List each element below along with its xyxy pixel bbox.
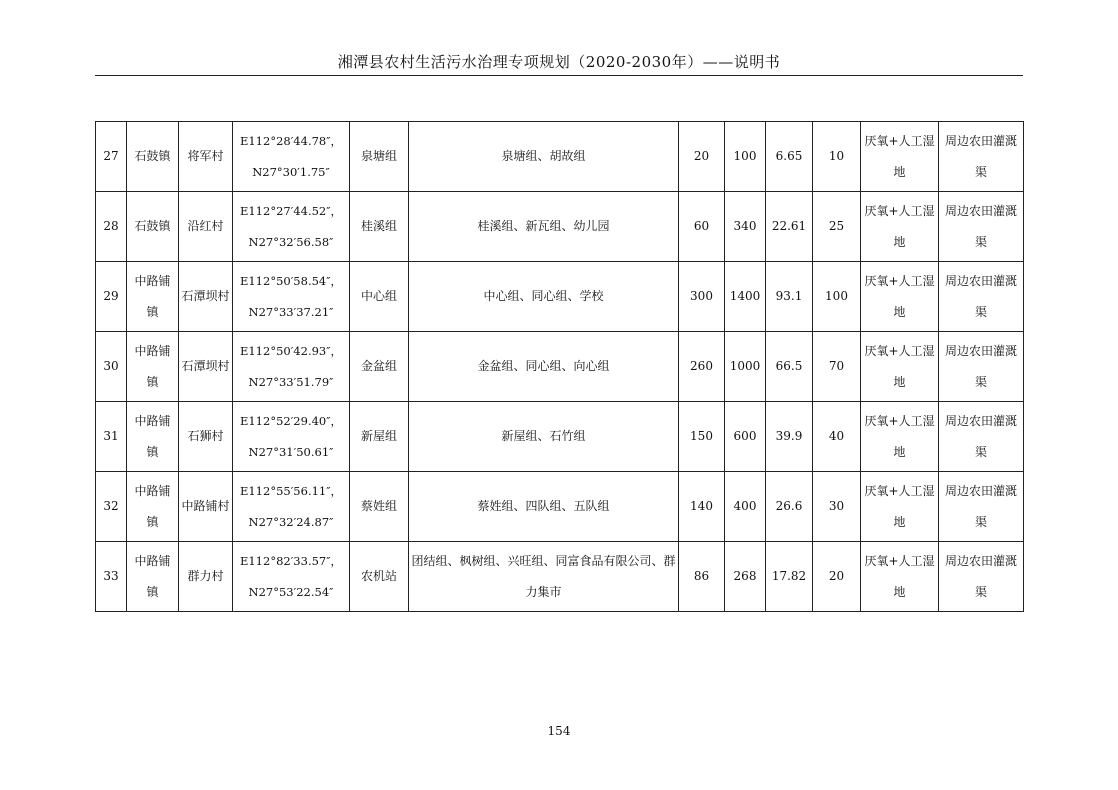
- households-cell: 150: [679, 402, 725, 472]
- longitude-text: E112°50′58.54″，: [239, 273, 343, 288]
- site-cell: 农机站: [350, 542, 409, 612]
- table-row: [96, 402, 1024, 472]
- coordinate-cell: [233, 192, 350, 262]
- served-groups-cell: 泉塘组、胡故组: [409, 122, 679, 192]
- coordinate-cell: [233, 402, 350, 472]
- process-cell: 厌氧+人工湿地: [861, 402, 939, 472]
- town-cell: 中路铺镇: [127, 472, 179, 542]
- row-number-cell: 29: [96, 262, 127, 332]
- village-cell: 中路铺村: [179, 472, 233, 542]
- table-row: [96, 262, 1024, 332]
- households-cell: 300: [679, 262, 725, 332]
- table-row: [96, 332, 1024, 402]
- longitude-text: E112°82′33.57″，: [239, 553, 343, 568]
- coordinate-cell: [233, 542, 350, 612]
- latitude-text: N27°30′1.75″: [252, 164, 330, 179]
- design-scale-cell: 100: [813, 262, 861, 332]
- process-cell: 厌氧+人工湿地: [861, 542, 939, 612]
- village-cell: 将军村: [179, 122, 233, 192]
- longitude-text: E112°55′56.11″，: [239, 483, 343, 498]
- site-cell: 蔡姓组: [350, 472, 409, 542]
- table-row: [96, 542, 1024, 612]
- coordinate-cell: [233, 472, 350, 542]
- village-cell: 石潭坝村: [179, 262, 233, 332]
- discharge-cell: 周边农田灌溉渠: [939, 472, 1024, 542]
- town-cell: 石鼓镇: [127, 122, 179, 192]
- design-scale-cell: 30: [813, 472, 861, 542]
- latitude-text: N27°53′22.54″: [248, 584, 334, 599]
- process-cell: 厌氧+人工湿地: [861, 122, 939, 192]
- water-volume-cell: 22.61: [766, 192, 813, 262]
- town-cell: 中路铺镇: [127, 542, 179, 612]
- site-cell: 新屋组: [350, 402, 409, 472]
- facility-table: [95, 121, 1024, 612]
- households-cell: 260: [679, 332, 725, 402]
- table-row: [96, 192, 1024, 262]
- row-number-cell: 33: [96, 542, 127, 612]
- population-cell: 600: [725, 402, 766, 472]
- row-number-cell: 31: [96, 402, 127, 472]
- discharge-cell: 周边农田灌溉渠: [939, 262, 1024, 332]
- water-volume-cell: 6.65: [766, 122, 813, 192]
- page-number: 154: [547, 724, 571, 738]
- longitude-text: E112°50′42.93″，: [239, 343, 343, 358]
- discharge-cell: 周边农田灌溉渠: [939, 402, 1024, 472]
- households-cell: 60: [679, 192, 725, 262]
- discharge-cell: 周边农田灌溉渠: [939, 192, 1024, 262]
- population-cell: 1000: [725, 332, 766, 402]
- town-cell: 中路铺镇: [127, 402, 179, 472]
- population-cell: 340: [725, 192, 766, 262]
- row-number-cell: 32: [96, 472, 127, 542]
- design-scale-cell: 25: [813, 192, 861, 262]
- served-groups-cell: 新屋组、石竹组: [409, 402, 679, 472]
- town-cell: 中路铺镇: [127, 262, 179, 332]
- village-cell: 石潭坝村: [179, 332, 233, 402]
- population-cell: 1400: [725, 262, 766, 332]
- site-cell: 中心组: [350, 262, 409, 332]
- water-volume-cell: 93.1: [766, 262, 813, 332]
- served-groups-cell: 团结组、枫树组、兴旺组、同富食品有限公司、群力集市: [409, 542, 679, 612]
- coordinate-cell: [233, 332, 350, 402]
- latitude-text: N27°33′51.79″: [248, 374, 334, 389]
- row-number-cell: 28: [96, 192, 127, 262]
- process-cell: 厌氧+人工湿地: [861, 472, 939, 542]
- process-cell: 厌氧+人工湿地: [861, 192, 939, 262]
- village-cell: 石狮村: [179, 402, 233, 472]
- longitude-text: E112°28′44.78″，: [239, 133, 343, 148]
- water-volume-cell: 39.9: [766, 402, 813, 472]
- site-cell: 桂溪组: [350, 192, 409, 262]
- households-cell: 20: [679, 122, 725, 192]
- process-cell: 厌氧+人工湿地: [861, 332, 939, 402]
- latitude-text: N27°31′50.61″: [248, 444, 334, 459]
- households-cell: 86: [679, 542, 725, 612]
- served-groups-cell: 桂溪组、新瓦组、幼儿园: [409, 192, 679, 262]
- design-scale-cell: 40: [813, 402, 861, 472]
- town-cell: 中路铺镇: [127, 332, 179, 402]
- town-cell: 石鼓镇: [127, 192, 179, 262]
- site-cell: 泉塘组: [350, 122, 409, 192]
- households-cell: 140: [679, 472, 725, 542]
- water-volume-cell: 26.6: [766, 472, 813, 542]
- served-groups-cell: 蔡姓组、四队组、五队组: [409, 472, 679, 542]
- served-groups-cell: 金盆组、同心组、向心组: [409, 332, 679, 402]
- discharge-cell: 周边农田灌溉渠: [939, 332, 1024, 402]
- header-title: 湘潭县农村生活污水治理专项规划（2020-2030年）——说明书: [337, 53, 781, 71]
- discharge-cell: 周边农田灌溉渠: [939, 542, 1024, 612]
- population-cell: 400: [725, 472, 766, 542]
- design-scale-cell: 10: [813, 122, 861, 192]
- process-cell: 厌氧+人工湿地: [861, 262, 939, 332]
- longitude-text: E112°52′29.40″，: [239, 413, 343, 428]
- latitude-text: N27°33′37.21″: [248, 304, 334, 319]
- discharge-cell: 周边农田灌溉渠: [939, 122, 1024, 192]
- table-row: [96, 122, 1024, 192]
- document-header: [95, 51, 1023, 76]
- coordinate-cell: [233, 122, 350, 192]
- coordinate-cell: [233, 262, 350, 332]
- population-cell: 268: [725, 542, 766, 612]
- village-cell: 群力村: [179, 542, 233, 612]
- latitude-text: N27°32′56.58″: [248, 234, 334, 249]
- site-cell: 金盆组: [350, 332, 409, 402]
- table-body: [96, 122, 1024, 612]
- table-row: [96, 472, 1024, 542]
- water-volume-cell: 17.82: [766, 542, 813, 612]
- served-groups-cell: 中心组、同心组、学校: [409, 262, 679, 332]
- latitude-text: N27°32′24.87″: [248, 514, 334, 529]
- population-cell: 100: [725, 122, 766, 192]
- water-volume-cell: 66.5: [766, 332, 813, 402]
- longitude-text: E112°27′44.52″，: [239, 203, 343, 218]
- row-number-cell: 30: [96, 332, 127, 402]
- row-number-cell: 27: [96, 122, 127, 192]
- village-cell: 沿红村: [179, 192, 233, 262]
- design-scale-cell: 20: [813, 542, 861, 612]
- design-scale-cell: 70: [813, 332, 861, 402]
